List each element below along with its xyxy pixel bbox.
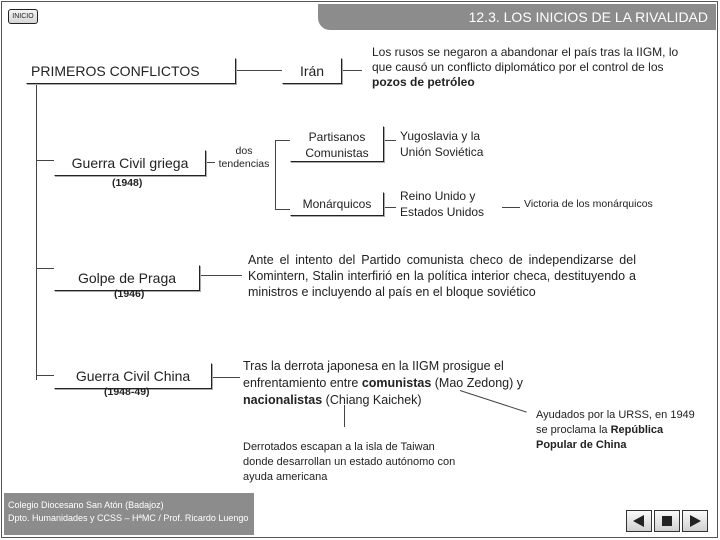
monarquicos-box: Monárquicos <box>290 192 384 216</box>
connector-partisanos <box>275 140 290 141</box>
china-description <box>243 358 553 409</box>
footer-line-1: Colegio Diocesano San Atón (Badajoz) <box>8 500 164 510</box>
urss-text <box>536 408 706 453</box>
next-button[interactable] <box>682 510 708 532</box>
connector-china <box>36 375 54 376</box>
praga-box: Golpe de Praga <box>54 265 200 291</box>
china-text-a: Tras la derrota japonesa en la IIGM prosigue el enfrentamiento entre <box>243 359 504 390</box>
connector-monarquicos <box>275 209 290 210</box>
primeros-conflictos-box: PRIMEROS CONFLICTOS <box>26 58 236 84</box>
grecia-box: Guerra Civil griega <box>54 150 206 176</box>
urss-text-bold: República Popular de China <box>536 424 664 451</box>
footer-credits <box>4 493 254 535</box>
iran-description <box>372 45 692 90</box>
prev-button[interactable] <box>626 510 652 532</box>
connector-praga-text <box>200 275 242 276</box>
connector-victoria <box>502 207 520 208</box>
urss-text-a: Ayudados por la URSS, en 1949 se proclama la <box>536 409 695 436</box>
inicio-button[interactable]: INICIO <box>8 9 38 24</box>
grecia-year: (1948) <box>112 177 143 189</box>
connector-iran <box>236 70 282 71</box>
china-text-e: (Chiang Kaichek) <box>322 393 422 407</box>
arrow-right-icon <box>690 515 701 527</box>
iran-box: Irán <box>282 58 342 84</box>
china-text-comunistas: comunistas <box>361 376 432 390</box>
connector-china-text <box>212 377 240 378</box>
china-box: Guerra Civil China <box>54 363 212 389</box>
footer-line-2: Dpto. Humanidades y CCSS – HªMC / Prof. Ricardo Luengo <box>8 513 249 523</box>
praga-year: (1946) <box>114 288 145 300</box>
partisanos-box: Partisanos Comunistas <box>290 126 384 162</box>
dos-tendencias: dos tendencias <box>218 145 270 170</box>
praga-description: Ante el intento del Partido comunista checo de independizarse del Komintern, Stalin interfirió en la política interior checa, destituyendo a ministros e incluyendo al país en el bloque soviético <box>248 253 636 299</box>
taiwan-text: Derrotados escapan a la isla de Taiwan donde desarrollan un estado autónomo con ayuda americana <box>243 441 456 483</box>
stop-icon <box>662 516 672 526</box>
arrow-left-icon <box>633 515 644 527</box>
connector-branch <box>275 140 276 210</box>
yugoslavia-text: Yugoslavia y la Unión Soviética <box>400 129 484 159</box>
reino-unido-text: Reino Unido y Estados Unidos <box>400 189 485 219</box>
vertical-connector <box>36 82 37 380</box>
connector-reino <box>384 207 396 208</box>
stop-button[interactable] <box>654 510 680 532</box>
iran-text-bold: pozos de petróleo <box>372 75 475 89</box>
china-year: (1948-49) <box>104 386 150 398</box>
iran-text: Los rusos se negaron a abandonar el país tras la IIGM, lo que causó un conflicto diplomático por el control de los <box>372 45 679 74</box>
victoria-text: Victoria de los monárquicos <box>524 198 653 210</box>
china-text-c: (Mao Zedong) y <box>431 376 524 390</box>
china-text-nacionalistas: nacionalistas <box>243 393 323 407</box>
connector-praga <box>36 268 54 269</box>
connector-grecia <box>36 160 54 161</box>
connector-iran-text <box>342 70 362 71</box>
slide-title: 12.3. LOS INICIOS DE LA RIVALIDAD <box>318 4 716 30</box>
connector-yugo <box>384 140 396 141</box>
